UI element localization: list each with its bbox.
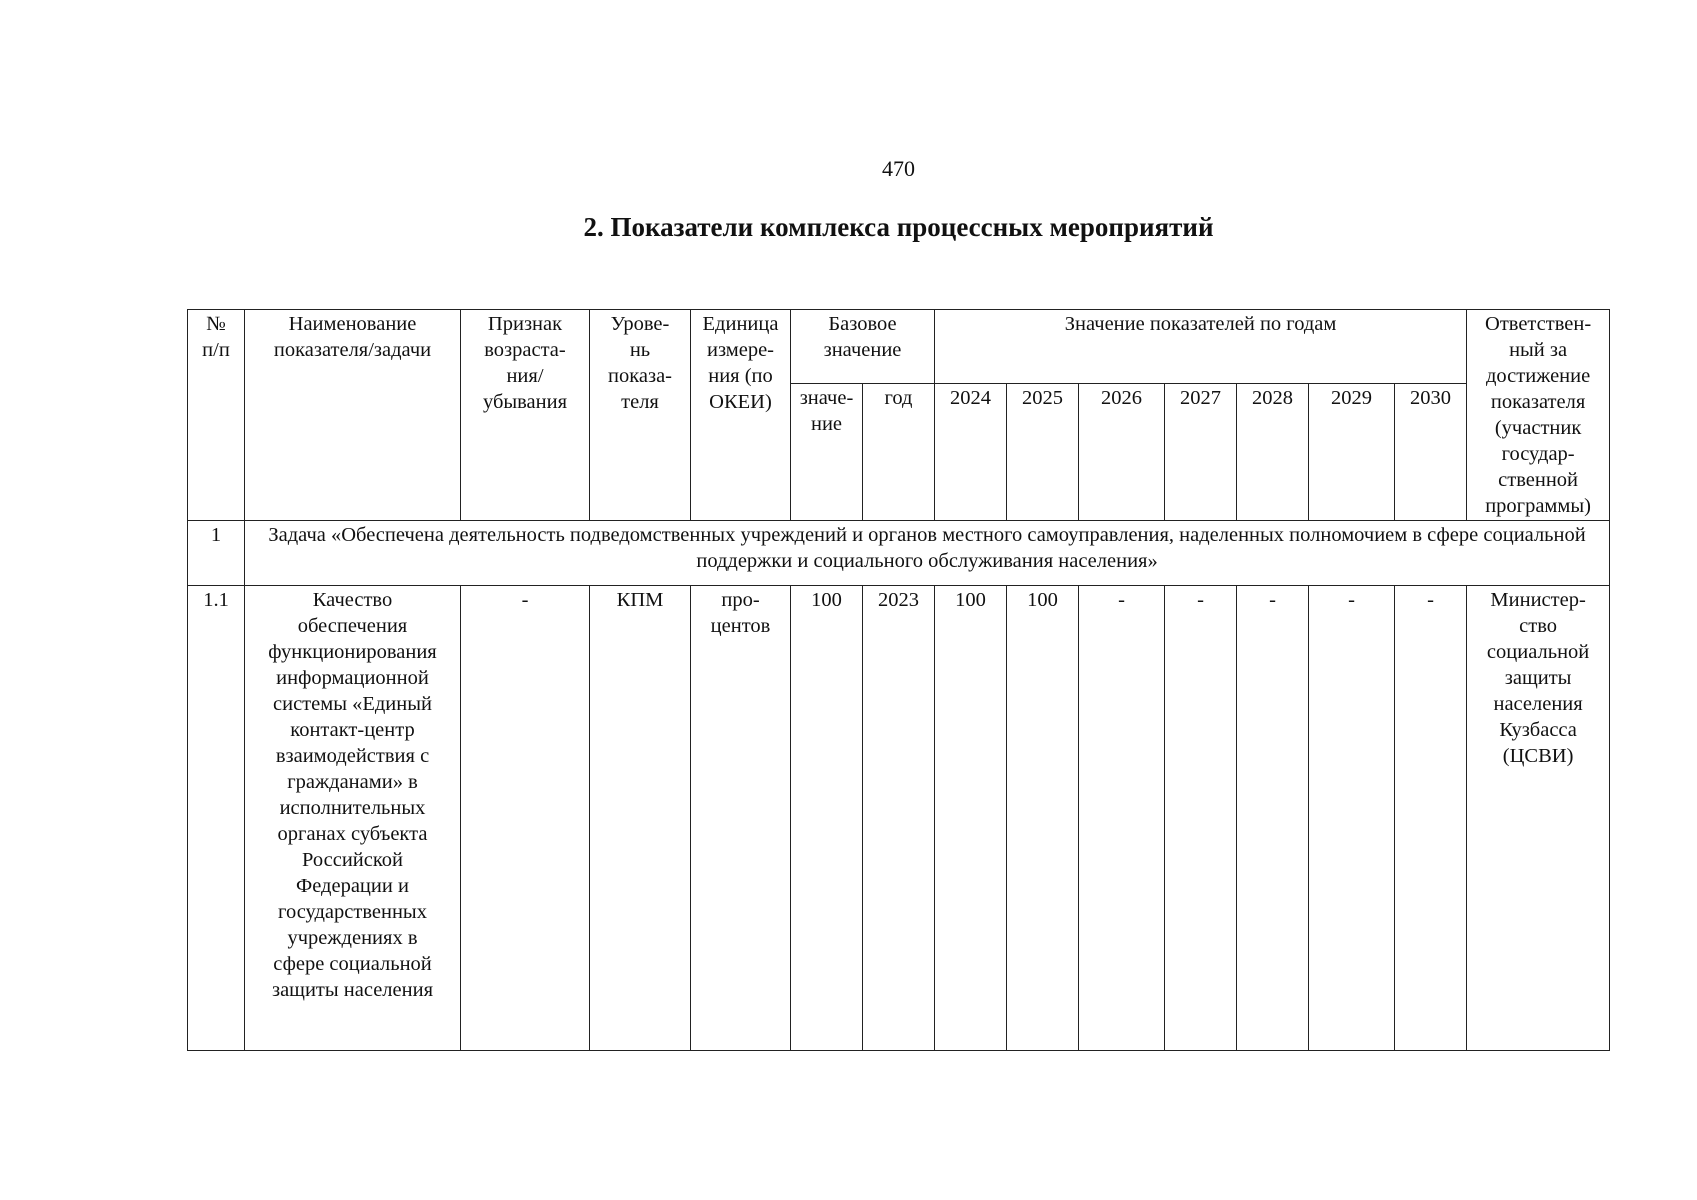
row-unit: про- центов [691, 586, 791, 1051]
row-value: - [1079, 586, 1165, 1051]
header-responsible: Ответствен- ный за достижение показателя (участник государ- ственной программы) [1467, 310, 1610, 521]
section-title: 2. Показатели комплекса процессных мероприятий [583, 212, 1214, 242]
indicators-table [187, 309, 1610, 1051]
header-unit: Единица измере- ния (по ОКЕИ) [691, 310, 791, 521]
row-num: 1.1 [188, 586, 245, 1051]
header-year: 2026 [1079, 383, 1165, 520]
task-num: 1 [188, 521, 245, 586]
row-value: - [1395, 586, 1467, 1051]
row-name: Качество обеспечения функционирования информационной системы «Единый контакт-центр взаимодействия с гражданами» в исполнительных органах субъекта Российской Федерации и государственных учреждениях в сфере социальной защиты населения [245, 586, 461, 1051]
header-level: Урове- нь показа- теля [590, 310, 691, 521]
header-year: 2024 [935, 383, 1007, 520]
row-base-year: 2023 [863, 586, 935, 1051]
header-trend: Признак возраста- ния/ убывания [461, 310, 590, 521]
header-year: 2030 [1395, 383, 1467, 520]
header-name: Наименование показателя/задачи [245, 310, 461, 521]
header-year: 2028 [1237, 383, 1309, 520]
row-value: 100 [935, 586, 1007, 1051]
header-base-value: значе- ние [791, 383, 863, 520]
page-number: 470 [882, 156, 915, 181]
row-base-value: 100 [791, 586, 863, 1051]
header-row-top [188, 310, 1610, 384]
header-years-group: Значение показателей по годам [935, 310, 1467, 384]
header-year: 2025 [1007, 383, 1079, 520]
row-value: - [1237, 586, 1309, 1051]
row-value: 100 [1007, 586, 1079, 1051]
header-year: 2027 [1165, 383, 1237, 520]
task-text: Задача «Обеспечена деятельность подведомственных учреждений и органов местного самоуправления, наделенных полномочием в сфере социальной поддержки и социального обслуживания населения» [245, 521, 1610, 586]
row-value: - [1165, 586, 1237, 1051]
row-responsible: Министер- ство социальной защиты населения Кузбасса (ЦСВИ) [1467, 586, 1610, 1051]
header-year: 2029 [1309, 383, 1395, 520]
row-level: КПМ [590, 586, 691, 1051]
task-row [188, 521, 1610, 586]
header-base-year: год [863, 383, 935, 520]
row-trend: - [461, 586, 590, 1051]
table-row [188, 586, 1610, 1051]
header-base: Базовое значение [791, 310, 935, 384]
row-value: - [1309, 586, 1395, 1051]
header-num: № п/п [188, 310, 245, 521]
